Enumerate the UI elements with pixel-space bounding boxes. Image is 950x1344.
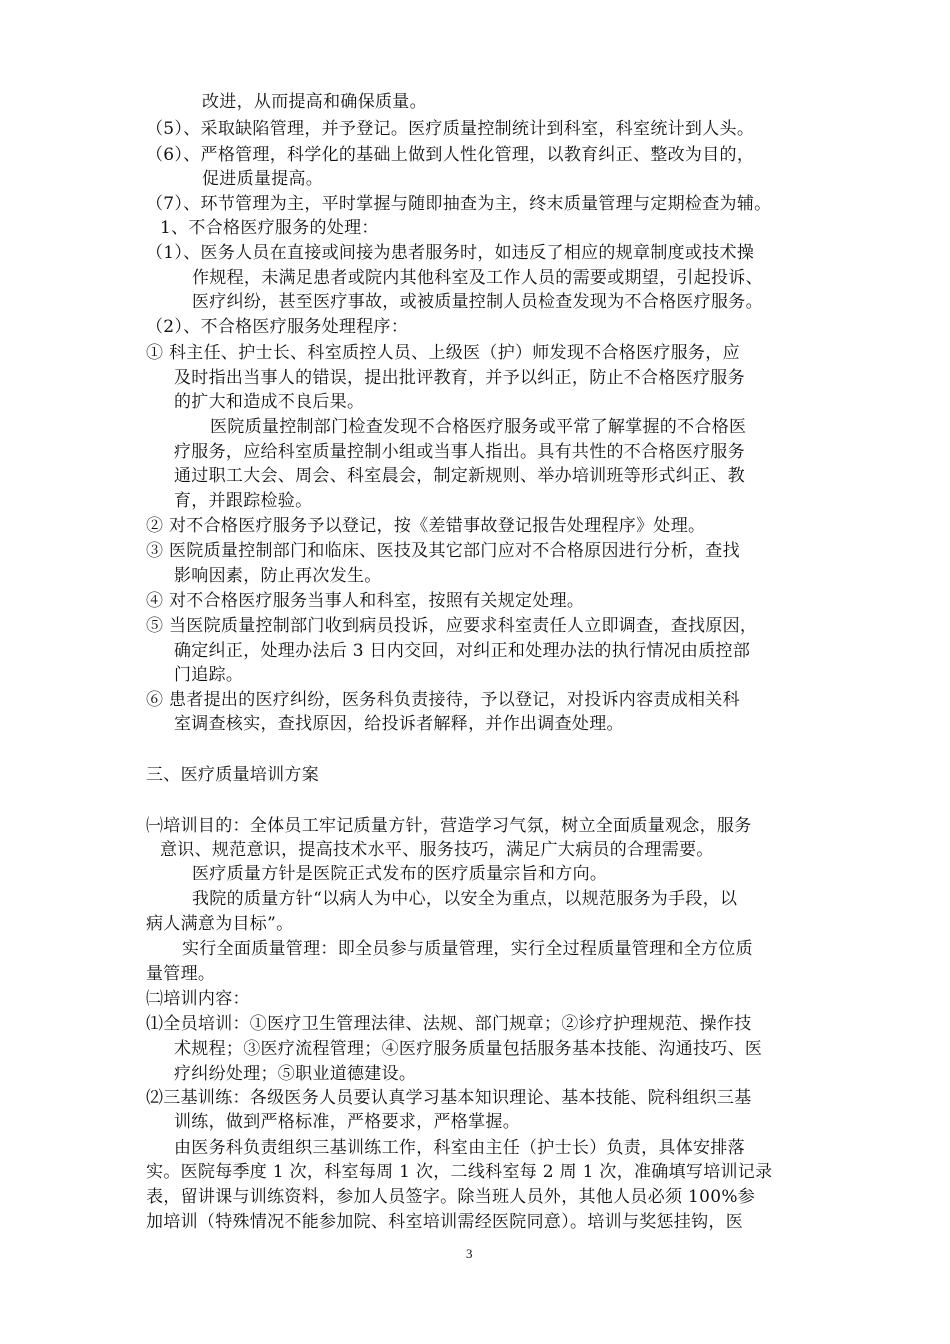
text-line: ㈠培训目的：全体员工牢记质量方针，营造学习气氛，树立全面质量观念，服务 <box>146 816 752 836</box>
text-line: （5）、采取缺陷管理，并予登记。医疗质量控制统计到科室，科室统计到人头。 <box>146 119 755 139</box>
text-line: （1）、医务人员在直接或间接为患者服务时，如违反了相应的规章制度或技术操 <box>146 243 755 263</box>
text-line: 作规程，未满足患者或院内其他科室及工作人员的需要或期望，引起投诉、 <box>192 268 763 288</box>
text-line: 医疗纠纷，甚至医疗事故，或被质量控制人员检查发现为不合格医疗服务。 <box>192 292 763 312</box>
text-line: （7）、环节管理为主，平时掌握与随即抽查为主，终末质量管理与定期检查为辅。 <box>146 194 772 214</box>
text-line: 加培训（特殊情况不能参加院、科室培训需经医院同意）。培训与奖惩挂钩，医 <box>146 1212 743 1232</box>
text-line: ㈡培训内容： <box>146 989 250 1009</box>
text-line: 实。医院每季度 1 次，科室每周 1 次，二线科室每 2 周 1 次，准确填写培训记录 <box>146 1162 773 1182</box>
text-line: 意识、规范意识，提高技术水平、服务技巧，满足广大病员的合理需要。 <box>160 840 714 860</box>
text-line: 及时指出当事人的错误，提出批评教育，并予以纠正，防止不合格医疗服务 <box>174 368 745 388</box>
text-line: ③ 医院质量控制部门和临床、医技及其它部门应对不合格原因进行分析，查找 <box>146 541 740 561</box>
text-line: ① 科主任、护士长、科室质控人员、上级医（护）师发现不合格医疗服务，应 <box>146 343 740 363</box>
text-line: 实行全面质量管理：即全员参与质量管理，实行全过程质量管理和全方位质 <box>182 939 753 959</box>
text-line: 术规程；③医疗流程管理；④医疗服务质量包括服务基本技能、沟通技巧、医 <box>174 1039 763 1059</box>
text-line: 影响因素，防止再次发生。 <box>174 566 382 586</box>
text-line: 1、不合格医疗服务的处理： <box>160 218 379 238</box>
text-line: 确定纠正，处理办法后 3 日内交回，对纠正和处理办法的执行情况由质控部 <box>174 641 751 661</box>
text-line: ⑥ 患者提出的医疗纠纷，医务科负责接待，予以登记，对投诉内容责成相关科 <box>146 690 740 710</box>
text-line: （6）、严格管理，科学化的基础上做到人性化管理，以教育纠正、整改为目的， <box>146 145 755 165</box>
text-line: 病人满意为目标”。 <box>146 914 294 934</box>
text-line: 门追踪。 <box>174 665 244 685</box>
text-line: 育，并跟踪检验。 <box>174 491 313 511</box>
text-line: 改进，从而提高和确保质量。 <box>202 92 427 112</box>
text-line: 医院质量控制部门检查发现不合格医疗服务或平常了解掌握的不合格医 <box>210 417 747 437</box>
text-line: 医疗质量方针是医院正式发布的医疗质量宗旨和方向。 <box>192 864 608 884</box>
text-line: 我院的质量方针“以病人为中心，以安全为重点，以规范服务为手段，以 <box>192 889 738 909</box>
text-line: 表，留讲课与训练资料，参加人员签字。除当班人员外，其他人员必须 100%参 <box>146 1187 756 1207</box>
text-line: ⑴全员培训：①医疗卫生管理法律、法规、部门规章；②诊疗护理规范、操作技 <box>146 1014 752 1034</box>
text-line: 量管理。 <box>146 964 216 984</box>
text-line: 室调查核实，查找原因，给投诉者解释，并作出调查处理。 <box>174 714 624 734</box>
text-line: 训练，做到严格标准，严格要求，严格掌握。 <box>174 1112 520 1132</box>
text-line: 通过职工大会、周会、科室晨会，制定新规则、举办培训班等形式纠正、教 <box>174 466 745 486</box>
text-line: 疗服务，应给科室质量控制小组或当事人指出。具有共性的不合格医疗服务 <box>174 442 745 462</box>
text-line: ④ 对不合格医疗服务当事人和科室，按照有关规定处理。 <box>146 591 585 611</box>
text-line: ⑵三基训练：各级医务人员要认真学习基本知识理论、基本技能、院科组织三基 <box>146 1088 752 1108</box>
text-line: 疗纠纷处理；⑤职业道德建设。 <box>174 1064 417 1084</box>
text-line: （2）、不合格医疗服务处理程序： <box>146 317 409 337</box>
text-line: ② 对不合格医疗服务予以登记，按《差错事故登记报告处理程序》处理。 <box>146 516 706 536</box>
page-number: 3 <box>466 1246 473 1261</box>
text-line: 由医务科负责组织三基训练工作，科室由主任（护士长）负责，具体安排落 <box>174 1138 745 1158</box>
text-line: 的扩大和造成不良后果。 <box>174 392 365 412</box>
section-heading: 三、医疗质量培训方案 <box>146 765 319 785</box>
text-line: 促进质量提高。 <box>202 169 324 189</box>
text-line: ⑤ 当医院质量控制部门收到病员投诉，应要求科室责任人立即调查，查找原因， <box>146 616 758 636</box>
